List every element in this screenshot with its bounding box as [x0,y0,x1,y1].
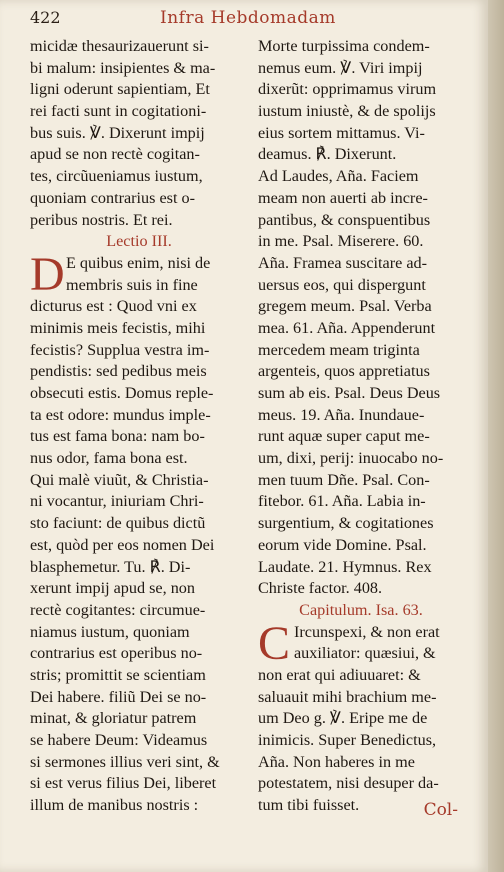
text-line: sto faciunt: de quibus dictũ [30,514,206,533]
text-line: eorum vide Domine. Psal. [258,535,427,554]
text-line: se habere Deum: Videamus [30,731,208,749]
text-line: fitebor. 61. Aña. Labia in- [258,492,426,511]
text-line: in me. Psal. Miserere. 60. [258,232,424,251]
text-line: Ircunspexi, & non erat [294,622,440,641]
text-line: um Deo g. ℣. Eripe me de [258,709,428,728]
text-line: men tuum Dñe. Psal. Con- [258,470,430,489]
text-line: Morte turpissima condem- [258,37,430,55]
text-line: Ad Laudes, Aña. Faciem [258,167,419,186]
text-line: membris suis in fine [66,275,198,294]
capitulum-heading: Capitulum. Isa. 63. [299,600,423,619]
text-line: niamus iustum, quoniam [30,622,190,641]
drop-cap-d: D [30,247,65,301]
text-line: gregem meum. Psal. Verba [258,297,432,316]
text-line: bi malum: insipientes & ma- [30,58,216,77]
text-line: obsecuti estis. Domus reple- [30,384,214,402]
text-line: ta est odore: mundus imple- [30,405,211,424]
text-line: meam non auerti ab incre- [258,188,428,207]
lectio-paragraph-start [30,247,248,301]
text-line: pantibus, & conspuentibus [258,210,431,229]
text-line: si sermones illius veri sint, & [30,752,220,771]
text-line: minimis meis fecistis, mihi [30,318,206,337]
text-line: est, quòd per eos nomen Dei [30,535,215,554]
text-line: rectè cogitantes: circumue- [30,600,206,619]
text-line: auxiliator: quæsiui, & [294,644,436,663]
text-line: apud se non rectè cogitan- [30,145,200,164]
text-line: runt aquæ super caput me- [258,427,430,446]
text-line: sum ab eis. Psal. Deus Deus [258,384,441,402]
text-line: Qui malè viuũt, & Christia- [30,470,209,489]
text-line: peribus nostris. Et rei. [30,210,173,229]
text-line: Aña. Non haberes in me [258,752,415,771]
text-line: pendistis: sed pedibus meis [30,362,207,381]
text-line: stris; promittit se scientiam [30,665,206,684]
text-line: dicturus est : Quod vni ex [30,297,197,316]
text-line: fecistis? Supplua vestra im- [30,340,210,359]
text-line: micidæ thesaurizauerunt si- [30,37,209,55]
text-line: illum de manibus nostris : [30,796,199,815]
text-line: Dei habere. filiũ Dei se no- [30,687,207,706]
text-line: ni vocantur, iniuriam Chri- [30,492,204,511]
text-line: deamus. ℟. Dixerunt. [258,145,397,164]
text-line: tes, circũueniamus iustum, [30,167,203,186]
running-head: Infra Hebdomadam [160,8,336,28]
catchword: Col- [423,800,458,820]
text-line: meus. 19. Aña. Inundaue- [258,405,425,424]
text-line: xerunt impij apud se, non [30,579,195,598]
text-line: surgentium, & cogitationes [258,514,434,533]
text-line: bus suis. ℣. Dixerunt impij [30,123,205,142]
text-line: non erat qui adiuuaret: & [258,665,421,684]
page-header [30,8,458,34]
drop-cap-c: C [258,616,291,670]
text-line: potestatem, nisi desuper da- [258,774,439,793]
page-number: 422 [30,8,61,27]
lectio-heading: Lectio III. [106,232,172,251]
text-line: saluauit mihi brachium me- [258,687,437,706]
text-line: um, dixi, perij: inuocabo no- [258,449,444,468]
text-line: Christe factor. 408. [258,579,383,598]
left-column [30,36,248,817]
text-line: uersus eos, qui dispergunt [258,275,426,294]
text-line: tum tibi fuisset. [258,796,360,815]
text-line: eius sortem mittamus. Vi- [258,123,425,142]
text-line: contrarius est operibus no- [30,644,203,663]
text-line: si est verus filius Dei, liberet [30,774,217,793]
text-line: nemus eum. ℣. Viri impij [258,58,423,77]
page-edge [488,0,504,872]
text-line: blasphemetur. Tu. ℟. Di- [30,557,191,576]
text-line: inimicis. Super Benedictus, [258,731,437,749]
text-line: argenteis, quos appretiatus [258,362,430,381]
text-line: Laudate. 21. Hymnus. Rex [258,557,432,576]
capitulum-paragraph-start [258,616,464,670]
text-line: Aña. Framea suscitare ad- [258,253,427,272]
text-line: quoniam contrarius est o- [30,188,195,207]
text-line: dixerũt: opprimamus virum [258,80,437,99]
text-line: E quibus enim, nisi de [66,253,211,272]
text-line: mea. 61. Aña. Appenderunt [258,318,436,337]
text-line: mercedem meam triginta [258,340,420,359]
text-line: ligni oderunt sapientiam, Et [30,80,210,99]
right-column [258,36,464,817]
text-line: rei facti sunt in cogitationi- [30,102,207,121]
text-line: iustum iniustè, & de spolijs [258,102,436,121]
text-line: nus odor, fama bona est. [30,449,188,468]
text-line: tus est fama bona: nam bo- [30,427,205,446]
text-line: minat, & gloriatur patrem [30,709,197,728]
